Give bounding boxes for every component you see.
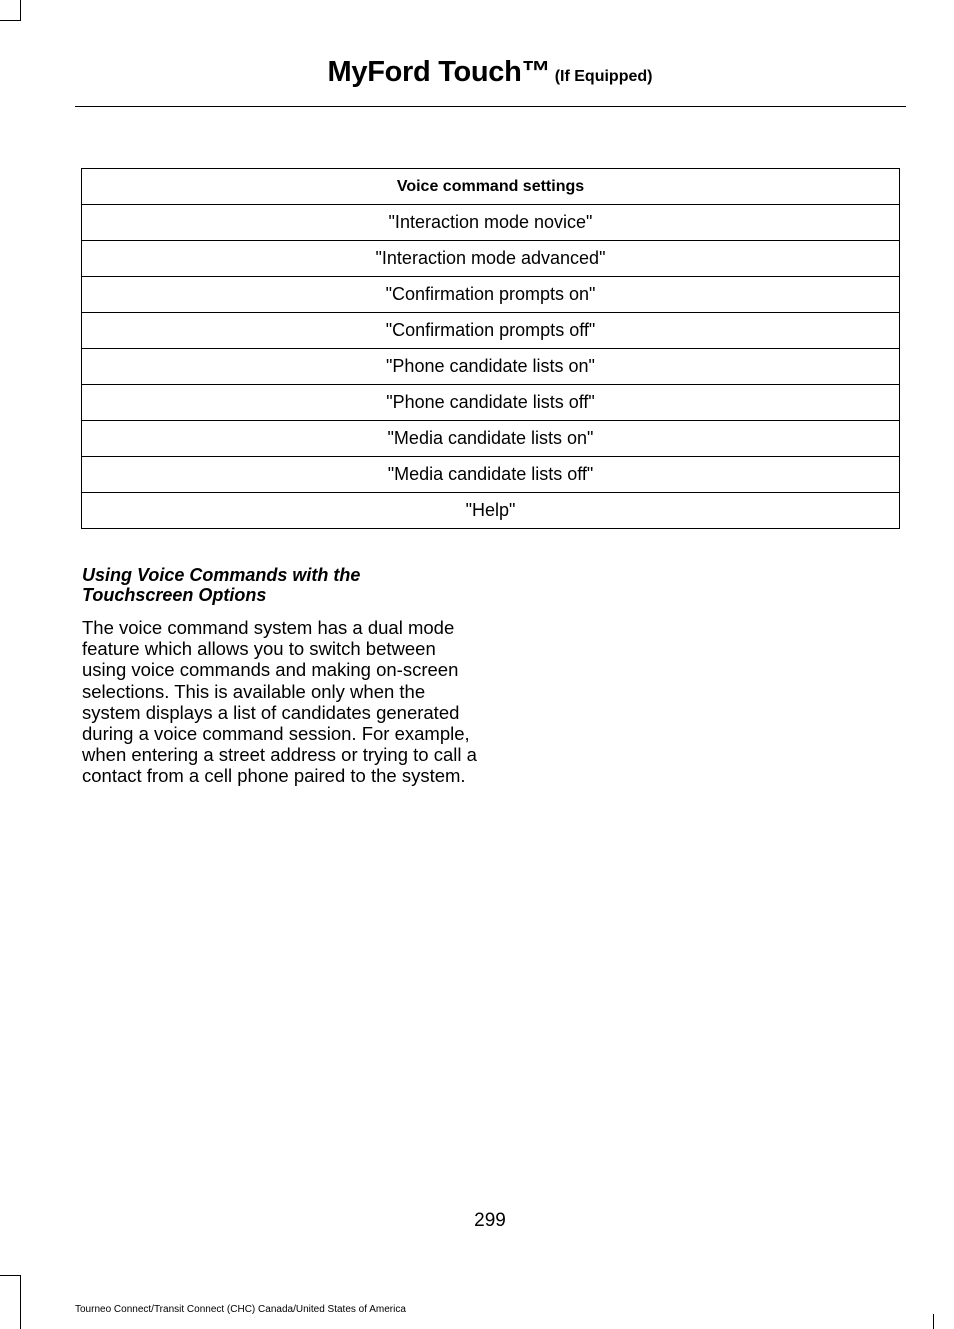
table-cell: "Phone candidate lists off"	[82, 385, 900, 421]
header-subtitle: (If Equipped)	[554, 68, 653, 85]
table-row	[82, 277, 900, 313]
table-row	[82, 457, 900, 493]
table-row	[82, 205, 900, 241]
page-number: 299	[474, 1210, 506, 1231]
table-cell: "Phone candidate lists on"	[82, 349, 900, 385]
table-row	[82, 349, 900, 385]
voice-command-settings-table	[81, 168, 900, 529]
page-header	[0, 56, 954, 89]
table-cell: "Confirmation prompts on"	[82, 277, 900, 313]
section-heading	[82, 565, 482, 605]
table-row	[82, 385, 900, 421]
table-row	[82, 241, 900, 277]
section-heading-line: Using Voice Commands with the	[82, 565, 361, 585]
crop-mark	[20, 0, 21, 20]
table-cell: "Confirmation prompts off"	[82, 313, 900, 349]
footer-text: Tourneo Connect/Transit Connect (CHC) Canada/United States of America	[75, 1304, 406, 1315]
crop-mark	[933, 1314, 934, 1329]
table-cell: "Interaction mode advanced"	[82, 241, 900, 277]
section-heading-line: Touchscreen Options	[82, 585, 267, 605]
header-title: MyFord Touch™	[327, 56, 551, 88]
table-cell: "Media candidate lists on"	[82, 421, 900, 457]
crop-mark	[20, 1275, 21, 1329]
table-cell: "Help"	[82, 493, 900, 529]
section-body-text: The voice command system has a dual mode feature which allows you to switch between using voice commands and making on-screen selections. This is available only when the system displays a list of candidates generated during a voice command session. For example, when entering a street address or trying to call a contact from a cell phone paired to the system.	[82, 617, 477, 787]
table-header-cell: Voice command settings	[82, 169, 900, 205]
table-row	[82, 493, 900, 529]
header-divider	[75, 106, 906, 107]
crop-mark	[0, 20, 21, 21]
table-header-row	[82, 169, 900, 205]
table-cell: "Interaction mode novice"	[82, 205, 900, 241]
table-cell: "Media candidate lists off"	[82, 457, 900, 493]
crop-mark	[0, 1275, 21, 1276]
table-row	[82, 313, 900, 349]
table-row	[82, 421, 900, 457]
